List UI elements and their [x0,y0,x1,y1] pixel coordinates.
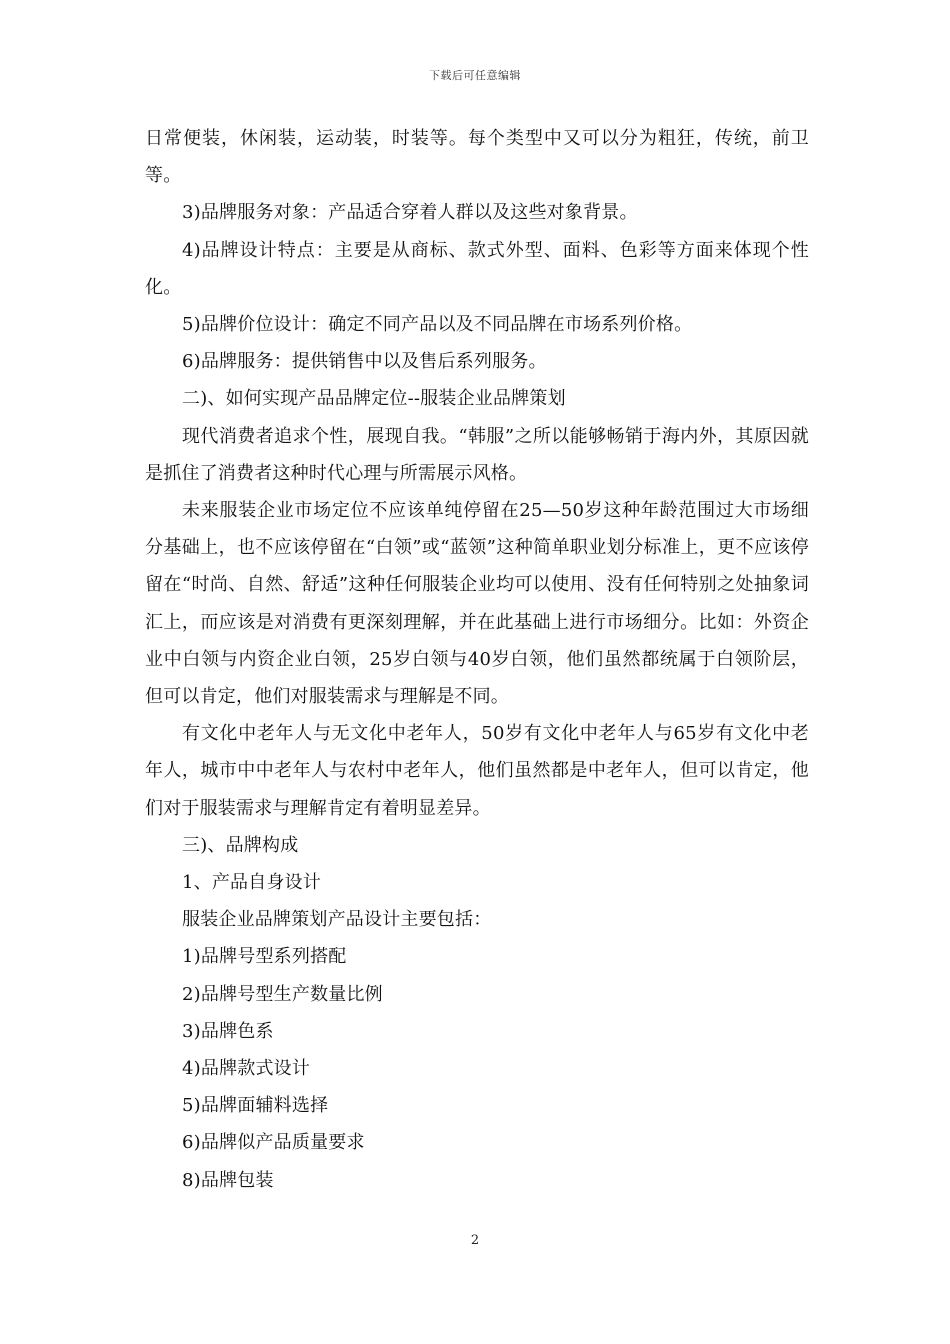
list-item: 4)品牌款式设计 [182,1058,311,1080]
list-item: 2)品牌号型生产数量比例 [182,983,383,1005]
paragraph: 6)品牌服务：提供销售中以及售后系列服务。 [182,351,547,373]
subsection-heading: 1、产品自身设计 [182,872,322,894]
section-heading: 二)、如何实现产品品牌定位--服装企业品牌策划 [182,388,566,410]
page-number: 2 [470,1233,480,1248]
page-header: 下载后可任意编辑 [429,69,521,82]
list-item: 5)品牌面辅料选择 [182,1095,329,1117]
paragraph: 现代消费者追求个性，展现自我。“韩服”之所以能够畅销于海内外，其原因就是抓住了消费者这种时代心理与所需展示风格。 [145,425,809,484]
paragraph: 有文化中老年人与无文化中老年人，50岁有文化中老年人与65岁有文化中老年人，城市中中老年人与农村中老年人，他们虽然都是中老年人，但可以肯定，他们对于服装需求与理解肯定有着明显差异。 [145,723,809,819]
section-heading: 三)、品牌构成 [182,834,299,856]
paragraph: 服装企业品牌策划产品设计主要包括： [182,909,492,931]
list-item: 3)品牌色系 [182,1020,274,1042]
list-item: 6)品牌似产品质量要求 [182,1132,365,1154]
paragraph: 未来服装企业市场定位不应该单纯停留在25—50岁这种年龄范围过大市场细分基础上，也不应该停留在“白领”或“蓝领”这种简单职业划分标准上，更不应该停留在“时尚、自然、舒适”这种任何服装企业均可以使用、没有任何特别之处抽象词汇上，而应该是对消费有更深刻理解，并在此基础上进行市场细分。比如：外资企业中白领与内资企业白领，25岁白领与40岁白领，他们虽然都统属于白领阶层，但可以肯定，他们对服装需求与理解是不同。 [145,500,809,708]
list-item: 1)品牌号型系列搭配 [182,946,347,968]
paragraph: 日常便装，休闲装，运动装，时装等。每个类型中又可以分为粗狂，传统，前卫等。 [145,128,809,187]
document-body [145,120,809,1199]
paragraph: 3)品牌服务对象：产品适合穿着人群以及这些对象背景。 [182,202,638,224]
paragraph: 5)品牌价位设计：确定不同产品以及不同品牌在市场系列价格。 [182,314,693,336]
list-item: 8)品牌包装 [182,1169,274,1191]
paragraph: 4)品牌设计特点：主要是从商标、款式外型、面料、色彩等方面来体现个性化。 [145,239,809,298]
